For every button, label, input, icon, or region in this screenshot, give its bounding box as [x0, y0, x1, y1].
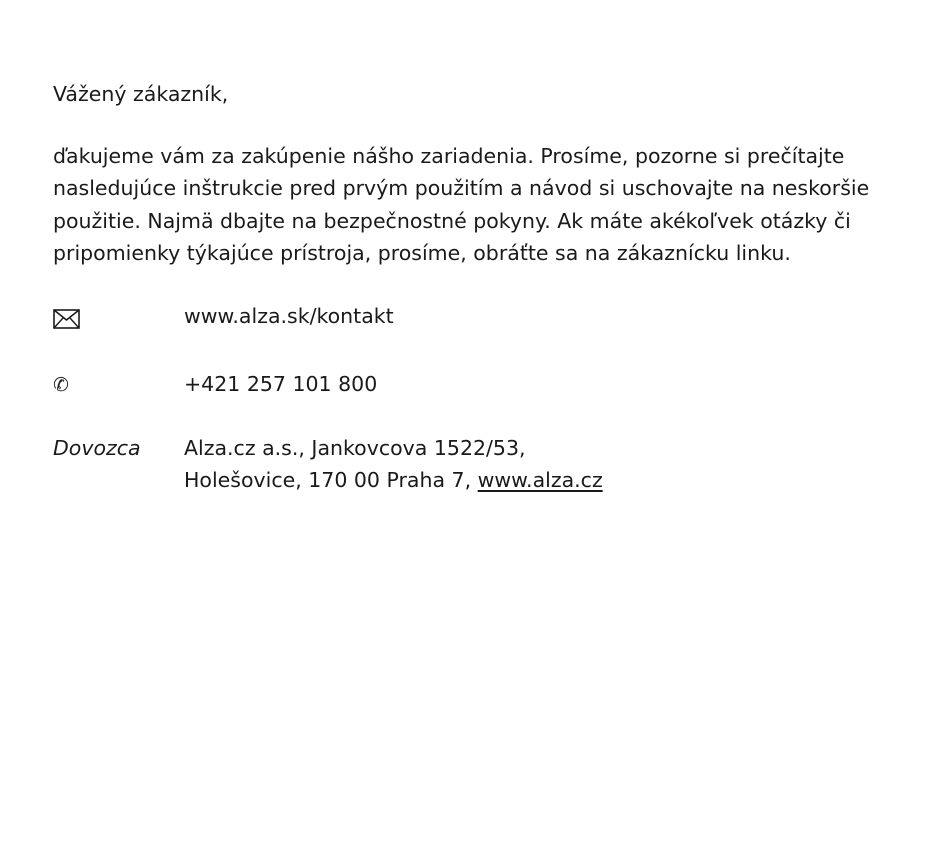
importer-address-line2 — [184, 464, 913, 497]
email-value[interactable]: www.alza.sk/kontakt — [184, 303, 394, 328]
phone-row — [53, 368, 913, 402]
importer-website-link[interactable]: www.alza.cz — [477, 468, 603, 492]
phone-icon: ✆ — [53, 374, 69, 396]
phone-label — [53, 368, 184, 402]
phone-value[interactable]: +421 257 101 800 — [184, 372, 378, 396]
greeting: Vážený zákazník, — [53, 82, 229, 106]
importer-label: Dovozca — [53, 435, 141, 460]
email-label — [53, 300, 184, 339]
importer-row — [53, 432, 913, 497]
intro-paragraph: ďakujeme vám za zakúpenie nášho zariadenia. Prosíme, pozorne si prečítajte nasledujúce inštrukcie pred prvým použitím a návod si uschovajte na neskoršie použitie. Najmä dbajte na bezpečnostné pokyny. Ak máte akékoľvek otázky či pripomienky týkajúce prístroja, prosíme, obráťte sa na zákaznícku linku. — [53, 143, 870, 265]
importer-address — [184, 432, 913, 497]
email-row — [53, 300, 913, 339]
document-body — [53, 78, 913, 497]
envelope-icon — [53, 300, 80, 329]
importer-address-line1: Alza.cz a.s., Jankovcova 1522/53, — [184, 435, 526, 460]
importer-address-line2-text: Holešovice, 170 00 Praha 7, — [184, 468, 472, 492]
